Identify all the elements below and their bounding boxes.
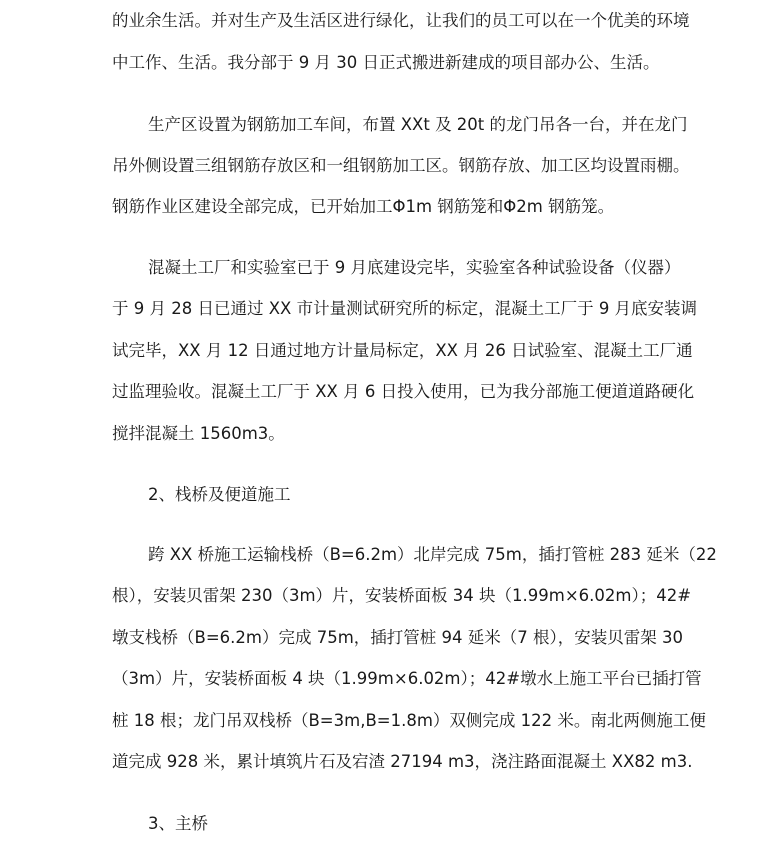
section-heading: 3、主桥	[148, 814, 208, 833]
paragraph-line: （3m）片，安装桥面板 4 块（1.99m×6.02m）；42#墩水上施工平台已插打管	[112, 669, 702, 688]
paragraph-line: 搅拌混凝土 1560m3。	[112, 424, 285, 443]
paragraph-line: 生产区设置为钢筋加工车间，布置 XXt 及 20t 的龙门吊各一台，并在龙门	[148, 115, 688, 134]
paragraph-line: 试完毕，XX 月 12 日通过地方计量局标定，XX 月 26 日试验室、混凝土工厂通	[112, 341, 693, 360]
paragraph-line: 钢筋作业区建设全部完成，已开始加工Φ1m 钢筋笼和Φ2m 钢筋笼。	[112, 197, 615, 216]
paragraph-line: 吊外侧设置三组钢筋存放区和一组钢筋加工区。钢筋存放、加工区均设置雨棚。	[112, 156, 690, 175]
paragraph-line: 根），安装贝雷架 230（3m）片，安装桥面板 34 块（1.99m×6.02m）；42#	[112, 586, 692, 605]
paragraph-line: 的业余生活。并对生产及生活区进行绿化，让我们的员工可以在一个优美的环境	[112, 11, 690, 30]
paragraph-line: 于 9 月 28 日已通过 XX 市计量测试研究所的标定，混凝土工厂于 9 月底安装调	[112, 299, 698, 318]
section-heading: 2、栈桥及便道施工	[148, 485, 291, 504]
paragraph-line: 桩 18 根；龙门吊双栈桥（B=3m,B=1.8m）双侧完成 122 米。南北两侧施工便	[112, 711, 706, 730]
paragraph-line: 过监理验收。混凝土工厂于 XX 月 6 日投入使用，已为我分部施工便道道路硬化	[112, 382, 695, 401]
paragraph-line: 混凝土工厂和实验室已于 9 月底建设完毕，实验室各种试验设备（仪器）	[148, 258, 681, 277]
paragraph-line: 道完成 928 米，累计填筑片石及宕渣 27194 m3，浇注路面混凝土 XX82 m3.	[112, 752, 693, 771]
paragraph-line: 墩支栈桥（B=6.2m）完成 75m，插打管桩 94 延米（7 根），安装贝雷架 30	[112, 628, 683, 647]
paragraph-line: 中工作、生活。我分部于 9 月 30 日正式搬进新建成的项目部办公、生活。	[112, 53, 660, 72]
paragraph-line: 跨 XX 桥施工运输栈桥（B=6.2m）北岸完成 75m，插打管桩 283 延米（22	[148, 545, 717, 564]
